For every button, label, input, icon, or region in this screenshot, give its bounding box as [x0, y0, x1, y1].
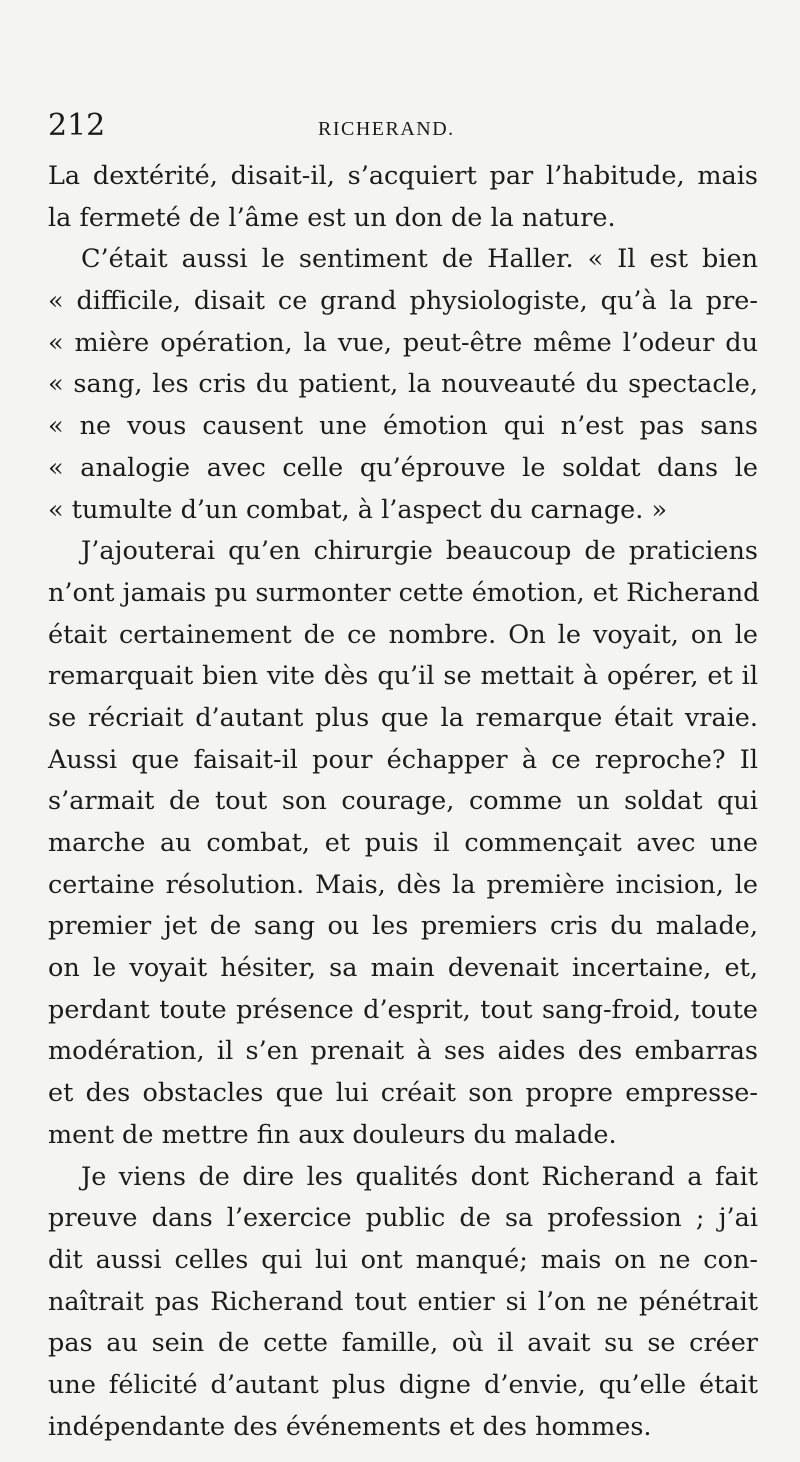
text-line: la fermeté de l’âme est un don de la nature. — [48, 202, 616, 233]
text-line: « difficile, disait ce grand physiologiste, qu’à la pre- — [48, 286, 758, 317]
text-line: indépendante des événements et des hommes. — [48, 1411, 652, 1442]
text-line: modération, il s’en prenait à ses aides des embarras — [48, 1036, 758, 1067]
text-line: n’ont jamais pu surmonter cette émotion, et Richerand — [48, 577, 760, 608]
text-line: « mière opération, la vue, peut-être même l’odeur du — [48, 327, 758, 358]
text-line: « ne vous causent une émotion qui n’est pas sans — [48, 411, 758, 442]
text-line: s’armait de tout son courage, comme un soldat qui — [48, 786, 758, 817]
text-line: J’ajouterai qu’en chirurgie beaucoup de praticiens — [81, 536, 758, 567]
text-line: une félicité d’autant plus digne d’envie, qu’elle était — [48, 1369, 758, 1400]
page-header — [48, 108, 758, 148]
text-line: on le voyait hésiter, sa main devenait incertaine, et, — [48, 953, 758, 984]
text-line: C’était aussi le sentiment de Haller. « Il est bien — [81, 244, 758, 275]
text-line: La dextérité, disait-il, s’acquiert par l’habitude, mais — [48, 161, 758, 191]
text-line: preuve dans l’exercice public de sa profession ; j’ai — [48, 1203, 758, 1234]
text-line: pas au sein de cette famille, où il avait su se créer — [48, 1328, 758, 1359]
text-line: se récriait d’autant plus que la remarque était vraie. — [48, 702, 758, 733]
text-line: remarquait bien vite dès qu’il se mettait à opérer, et il — [48, 661, 758, 692]
text-line: ment de mettre fin aux douleurs du malade. — [48, 1119, 617, 1150]
text-line: marche au combat, et puis il commençait avec une — [48, 828, 758, 858]
text-line: Aussi que faisait-il pour échapper à ce reproche? Il — [48, 744, 758, 775]
text-line: perdant toute présence d’esprit, tout sang-froid, toute — [48, 994, 758, 1025]
text-line: premier jet de sang ou les premiers cris du malade, — [48, 911, 758, 942]
text-line: Je viens de dire les qualités dont Richerand a fait — [81, 1161, 758, 1192]
text-line: « analogie avec celle qu’éprouve le soldat dans le — [48, 452, 758, 483]
text-line: certaine résolution. Mais, dès la première incision, le — [48, 869, 758, 900]
text-line: « sang, les cris du patient, la nouveauté du spectacle, — [48, 369, 758, 400]
text-line: était certainement de ce nombre. On le voyait, on le — [48, 619, 758, 650]
text-line: et des obstacles que lui créait son propre empresse- — [48, 1078, 758, 1109]
text-line: « tumulte d’un combat, à l’aspect du carnage. » — [48, 494, 668, 525]
text-line: dit aussi celles qui lui ont manqué; mais on ne con- — [48, 1244, 758, 1275]
running-title: RICHERAND. — [318, 118, 455, 140]
body-text — [48, 156, 758, 1448]
text-line: naîtrait pas Richerand tout entier si l’on ne pénétrait — [48, 1286, 758, 1317]
page-number: 212 — [48, 108, 106, 143]
